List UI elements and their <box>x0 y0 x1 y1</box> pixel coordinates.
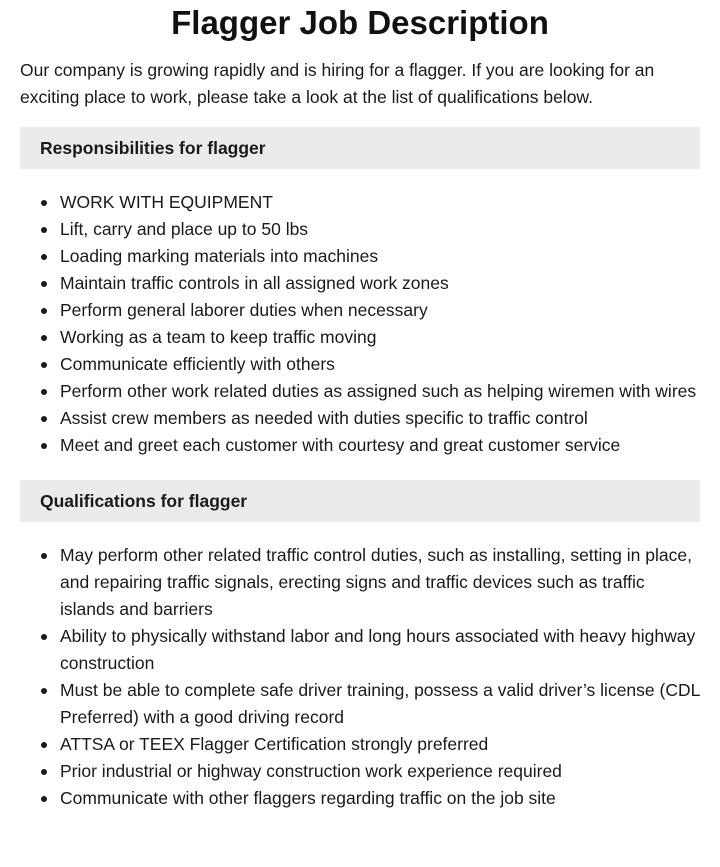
list-item-text: Ability to physically withstand labor and long hours associated with heavy highway construction <box>60 626 696 673</box>
bullet-icon <box>41 200 47 206</box>
page-title: Flagger Job Description <box>171 4 549 41</box>
intro-paragraph: Our company is growing rapidly and is hiring for a flagger. If you are looking for an exciting place to work, please take a look at the list of qualifications below. <box>20 60 655 107</box>
bullet-icon <box>41 769 47 775</box>
bullet-icon <box>41 553 47 559</box>
list-item-text: ATTSA or TEEX Flagger Certification strongly preferred <box>60 734 489 754</box>
list-item-text: Assist crew members as needed with duties specific to traffic control <box>60 408 588 428</box>
list-item <box>20 189 700 216</box>
list-item-text: Perform other work related duties as assigned such as helping wiremen with wires <box>60 381 697 401</box>
bullet-icon <box>41 335 47 341</box>
list-item <box>20 243 700 270</box>
list-item <box>20 623 700 677</box>
bullet-icon <box>41 796 47 802</box>
list-item-text: Loading marking materials into machines <box>60 246 379 266</box>
bullet-icon <box>41 254 47 260</box>
list-item-text: Communicate efficiently with others <box>60 354 335 374</box>
list-item-text: Maintain traffic controls in all assigned work zones <box>60 273 449 293</box>
bullet-icon <box>41 742 47 748</box>
bullet-icon <box>41 416 47 422</box>
bullet-icon <box>41 308 47 314</box>
list-item <box>20 378 700 405</box>
bullet-icon <box>41 227 47 233</box>
bullet-icon <box>41 362 47 368</box>
list-item <box>20 270 700 297</box>
list-item-text: May perform other related traffic control duties, such as installing, setting in place, and repairing traffic signals, erecting signs and traffic devices such as traffic islands and barriers <box>60 545 692 619</box>
list-item-text: Communicate with other flaggers regarding traffic on the job site <box>60 788 556 808</box>
qualifications-heading: Qualifications for flagger <box>20 480 700 522</box>
list-item-text: Lift, carry and place up to 50 lbs <box>60 219 309 239</box>
list-item <box>20 216 700 243</box>
list-item-text: Perform general laborer duties when necessary <box>60 300 428 320</box>
list-item <box>20 542 700 623</box>
list-item <box>20 432 700 459</box>
list-item <box>20 405 700 432</box>
list-item-text: Meet and greet each customer with courtesy and great customer service <box>60 435 621 455</box>
list-item <box>20 758 700 785</box>
list-item-text: Prior industrial or highway construction work experience required <box>60 761 562 781</box>
list-item <box>20 324 700 351</box>
list-item <box>20 351 700 378</box>
bullet-icon <box>41 443 47 449</box>
list-item <box>20 677 700 731</box>
bullet-icon <box>41 389 47 395</box>
bullet-icon <box>41 634 47 640</box>
responsibilities-heading: Responsibilities for flagger <box>20 127 700 169</box>
list-item-text: Must be able to complete safe driver training, possess a valid driver’s license (CDL Preferred) with a good driving record <box>60 680 700 727</box>
list-item-text: Working as a team to keep traffic moving <box>60 327 377 347</box>
responsibilities-list <box>20 189 700 459</box>
list-item <box>20 297 700 324</box>
list-item <box>20 785 700 812</box>
list-item <box>20 731 700 758</box>
list-item-text: WORK WITH EQUIPMENT <box>60 192 273 212</box>
bullet-icon <box>41 281 47 287</box>
bullet-icon <box>41 688 47 694</box>
qualifications-list <box>20 542 700 812</box>
